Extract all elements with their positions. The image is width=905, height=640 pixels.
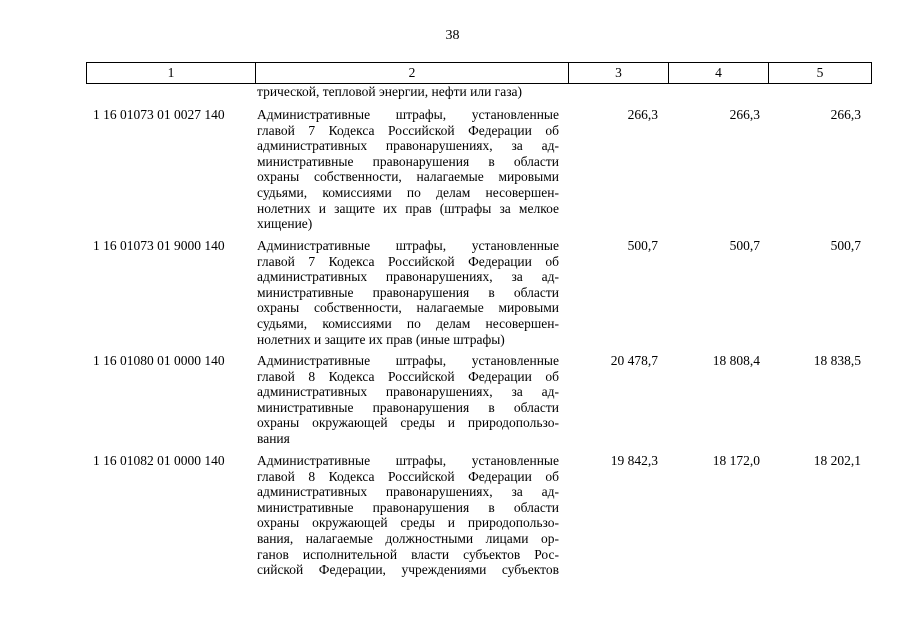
column-header-row	[87, 63, 872, 84]
description-line: Административные штрафы, установленные	[257, 453, 559, 468]
description-line: Административные штрафы, установленные	[257, 107, 559, 122]
description-line: Административные штрафы, установленные	[257, 353, 559, 368]
description-line: ганов исполнительной власти субъектов Рос-	[257, 546, 559, 562]
column-header-1: 1	[87, 63, 256, 84]
value-col4: 18 808,4	[712, 353, 760, 368]
value-col3: 19 842,3	[610, 453, 658, 468]
description-line: нолетних и защите их прав (штрафы за мелкое	[257, 200, 559, 216]
description-line: хищение)	[257, 216, 313, 232]
description-line: министративные правонарушения в области	[257, 284, 559, 300]
description-line: охраны собственности, налагаемые мировыми	[257, 300, 559, 316]
column-header-2: 2	[256, 63, 569, 84]
value-col5: 18 202,1	[813, 453, 861, 468]
description-line: нолетних и защите их прав (иные штрафы)	[257, 331, 505, 347]
description-line: главой 7 Кодекса Российской Федерации об	[257, 122, 559, 138]
description-line: главой 8 Кодекса Российской Федерации об	[257, 368, 559, 384]
description-line: вания	[257, 430, 290, 446]
description-line: Административные штрафы, установленные	[257, 238, 559, 253]
value-col5: 18 838,5	[813, 353, 861, 368]
value-col4: 500,7	[729, 238, 760, 253]
value-col3: 500,7	[627, 238, 658, 253]
page-number: 38	[445, 28, 460, 43]
row-description	[257, 238, 559, 347]
value-col5: 266,3	[830, 107, 861, 122]
column-header-5: 5	[769, 63, 872, 84]
description-line: судьями, комиссиями по делам несовершен-	[257, 315, 559, 331]
row-description	[257, 453, 559, 578]
description-line: сийской Федерации, учреждениями субъектов	[257, 562, 559, 578]
description-line: министративные правонарушения в области	[257, 153, 559, 169]
row-code: 1 16 01082 01 0000 140	[93, 453, 225, 468]
row-description	[257, 107, 559, 232]
value-col3: 20 478,7	[610, 353, 658, 368]
value-col3: 266,3	[627, 107, 658, 122]
description-line: главой 7 Кодекса Российской Федерации об	[257, 253, 559, 269]
description-line: административных правонарушениях, за ад-	[257, 384, 559, 400]
description-line: охраны собственности, налагаемые мировыми	[257, 169, 559, 185]
continuation-text: трической, тепловой энергии, нефти или газа)	[257, 84, 523, 99]
column-header-4: 4	[669, 63, 769, 84]
column-header-table	[86, 62, 872, 84]
description-line: охраны окружающей среды и природопользо-	[257, 515, 559, 531]
description-line: главой 8 Кодекса Российской Федерации об	[257, 468, 559, 484]
description-line: административных правонарушениях, за ад-	[257, 484, 559, 500]
description-line: министративные правонарушения в области	[257, 499, 559, 515]
description-line: министративные правонарушения в области	[257, 399, 559, 415]
column-header-3: 3	[569, 63, 669, 84]
description-line: судьями, комиссиями по делам несовершен-	[257, 184, 559, 200]
description-line: административных правонарушениях, за ад-	[257, 269, 559, 285]
row-code: 1 16 01073 01 0027 140	[93, 107, 225, 122]
row-code: 1 16 01073 01 9000 140	[93, 238, 225, 253]
description-line: вания, налагаемые должностными лицами ор-	[257, 530, 559, 546]
row-description	[257, 353, 559, 447]
description-line: административных правонарушениях, за ад-	[257, 138, 559, 154]
value-col4: 18 172,0	[712, 453, 760, 468]
row-code: 1 16 01080 01 0000 140	[93, 353, 225, 368]
description-line: охраны окружающей среды и природопользо-	[257, 415, 559, 431]
value-col5: 500,7	[830, 238, 861, 253]
value-col4: 266,3	[729, 107, 760, 122]
